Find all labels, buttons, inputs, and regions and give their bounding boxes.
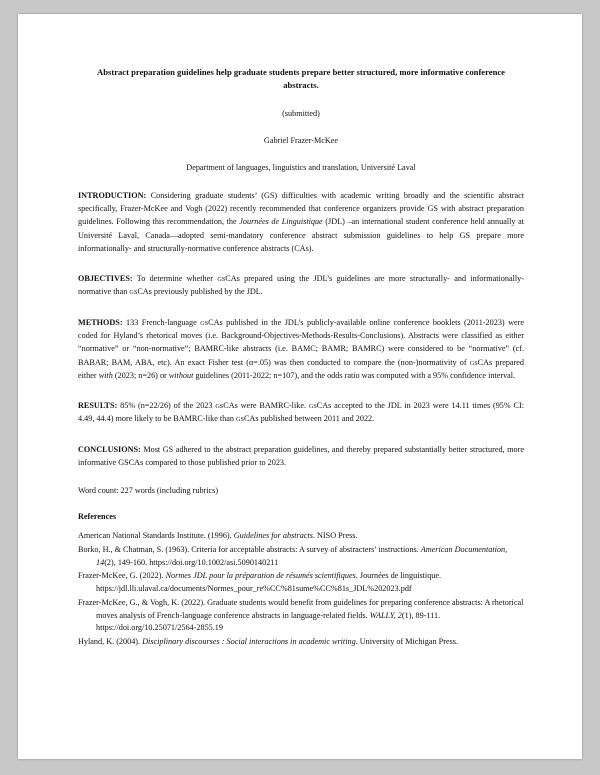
results-text-3: CAs accepted to the JDL in 2023 were 14.11 times (95% CI: 4.49, 44.4) more likely to be BAMRC-like than <box>78 401 525 424</box>
references-list <box>78 530 524 648</box>
reference-item <box>78 530 524 543</box>
objectives-sub-2: GS <box>129 289 138 297</box>
results-sub-2: GS <box>308 403 317 411</box>
reference-item <box>78 597 524 635</box>
author-affiliation: Department of languages, linguistics and translation, Université Laval <box>186 162 416 172</box>
objectives-label: OBJECTIVES: <box>78 274 133 284</box>
reference-text-run: WALLY, 2 <box>369 610 402 620</box>
reference-item <box>78 544 524 569</box>
reference-item <box>78 570 524 595</box>
author-name: Gabriel Frazer-McKee <box>263 135 339 145</box>
results-sub-3: GS <box>236 416 244 424</box>
submission-status: (submitted) <box>282 108 320 118</box>
introduction-text-1: Considering graduate students’ (GS) difficulties with academic writing broadly and the scientific abstract specifically, Frazer-McKee and Vogh (2022) recently recommended that conference organizers provide GS with abstract preparation guidelines. Following this recommendation, the <box>78 190 524 227</box>
word-count: Word count: 227 words (including rubrics) <box>78 486 219 496</box>
objectives-text-1: To determine whether <box>132 274 218 284</box>
objectives-sub-1: GS <box>217 276 226 284</box>
reference-text-run: (1), 89-111. https://doi.org/10.25071/2564-2855.19 <box>96 610 441 633</box>
results-text-2: CAs were BAMRC-like. <box>223 401 309 411</box>
objectives-text-3: CAs previously published by the JDL. <box>137 287 263 297</box>
methods-text-3: CAs prepared either <box>78 357 525 380</box>
conclusions-text-1: Most GS adhered to the abstract preparation guidelines, and thereby prepared substantially better structured, more informative GSCAs compared to those published prior to 2023. <box>78 444 524 467</box>
section-objectives <box>78 272 524 299</box>
results-text-1: 85% (n=22/26) of the 2023 <box>117 401 216 411</box>
references-heading: References <box>78 512 117 522</box>
section-methods <box>78 316 524 382</box>
reference-text-run: Borko, H., & Chatman, S. (1963). Criteria for acceptable abstracts: A survey of abstracters’ instructions. <box>78 544 421 554</box>
methods-text-5: guidelines (2011-2022; n=107), and the odds ratio was computed with a 95% confidence interval. <box>193 370 516 380</box>
introduction-italic-1: Journées de Linguistique <box>239 217 323 227</box>
reference-item <box>78 636 524 649</box>
section-conclusions <box>78 443 524 470</box>
results-text-4: CAs published between 2011 and 2022. <box>243 414 375 424</box>
reference-text-run: Disciplinary discourses : Social interactions in academic writing <box>142 636 356 646</box>
reference-text-run: American National Standards Institute. (1996). <box>78 531 234 541</box>
document-page <box>18 14 582 759</box>
document-content <box>78 66 524 650</box>
page-title: Abstract preparation guidelines help graduate students prepare better structured, more informative conference abstracts. <box>97 67 505 90</box>
section-results <box>78 399 524 426</box>
introduction-text-2: (JDL) –an international student conference held annually at Université Laval, Canada—adopted semi-mandatory conference abstract submission guidelines to help GS prepare more informationally- and structurally-normative conference abstracts (CAs). <box>78 217 524 253</box>
section-introduction <box>78 189 524 255</box>
reference-text-run: . Journées de linguistique. https://jdl.lli.ulaval.ca/documents/Normes_pour_re%CC%81sume%CC%81s_JDL%202023.pdf <box>96 571 442 594</box>
conclusions-label: CONCLUSIONS: <box>78 444 141 454</box>
reference-text-run: . NISO Press. <box>312 531 358 541</box>
methods-text-4: (2023; n=26) or <box>112 370 169 380</box>
reference-text-run: Guidelines for abstracts <box>233 531 313 541</box>
results-sub-1: GS <box>215 403 224 411</box>
reference-text-run: Frazer-McKee, G., & Vogh, K. (2022). Graduate students would benefit from guidelines for preparing conference abstracts: A rhetorical moves analysis of French-language conference abstracts in language-related fields. <box>78 597 524 620</box>
introduction-label: INTRODUCTION: <box>78 190 147 200</box>
methods-sub-1: GS <box>200 319 209 327</box>
reference-text-run: (2), 149-160. https://doi.org/10.1002/asi.5090140211 <box>104 557 279 567</box>
reference-text-run: Normes JDL pour la préparation de résumés scientifiques <box>165 571 356 581</box>
methods-italic-1: with <box>98 370 113 380</box>
methods-label: METHODS: <box>78 317 123 327</box>
reference-text-run: Frazer-McKee, G. (2022). <box>78 571 166 581</box>
results-label: RESULTS: <box>78 401 118 411</box>
reference-text-run: . University of Michigan Press. <box>355 636 459 646</box>
reference-text-run: American Documentation, 14 <box>96 544 508 567</box>
methods-sub-2: GS <box>469 359 478 367</box>
methods-text-1: 133 French-language <box>122 317 201 327</box>
methods-text-2: CAs published in the JDL’s publicly-available online conference booklets (2011-2023) were coded for Hyland’s rhetorical moves (i.e. Background-Objectives-Methods-Results-Conclusions). Abstracts were classified as either “normative” or “non-normative”; BAMRC-like abstracts (i.e. BAMC; BAMR; BAMRC) were considered to be “normative” (cf. BABAR; BAM, ABA, etc). An exact Fisher test (α=.05) was then conducted to compare the (non-)normativity of <box>78 317 524 367</box>
objectives-text-2: CAs prepared using the JDL’s guidelines are more structurally- and informationally-normative than <box>78 274 524 297</box>
reference-text-run: Hyland, K. (2004). <box>78 636 143 646</box>
methods-italic-2: without <box>168 370 194 380</box>
